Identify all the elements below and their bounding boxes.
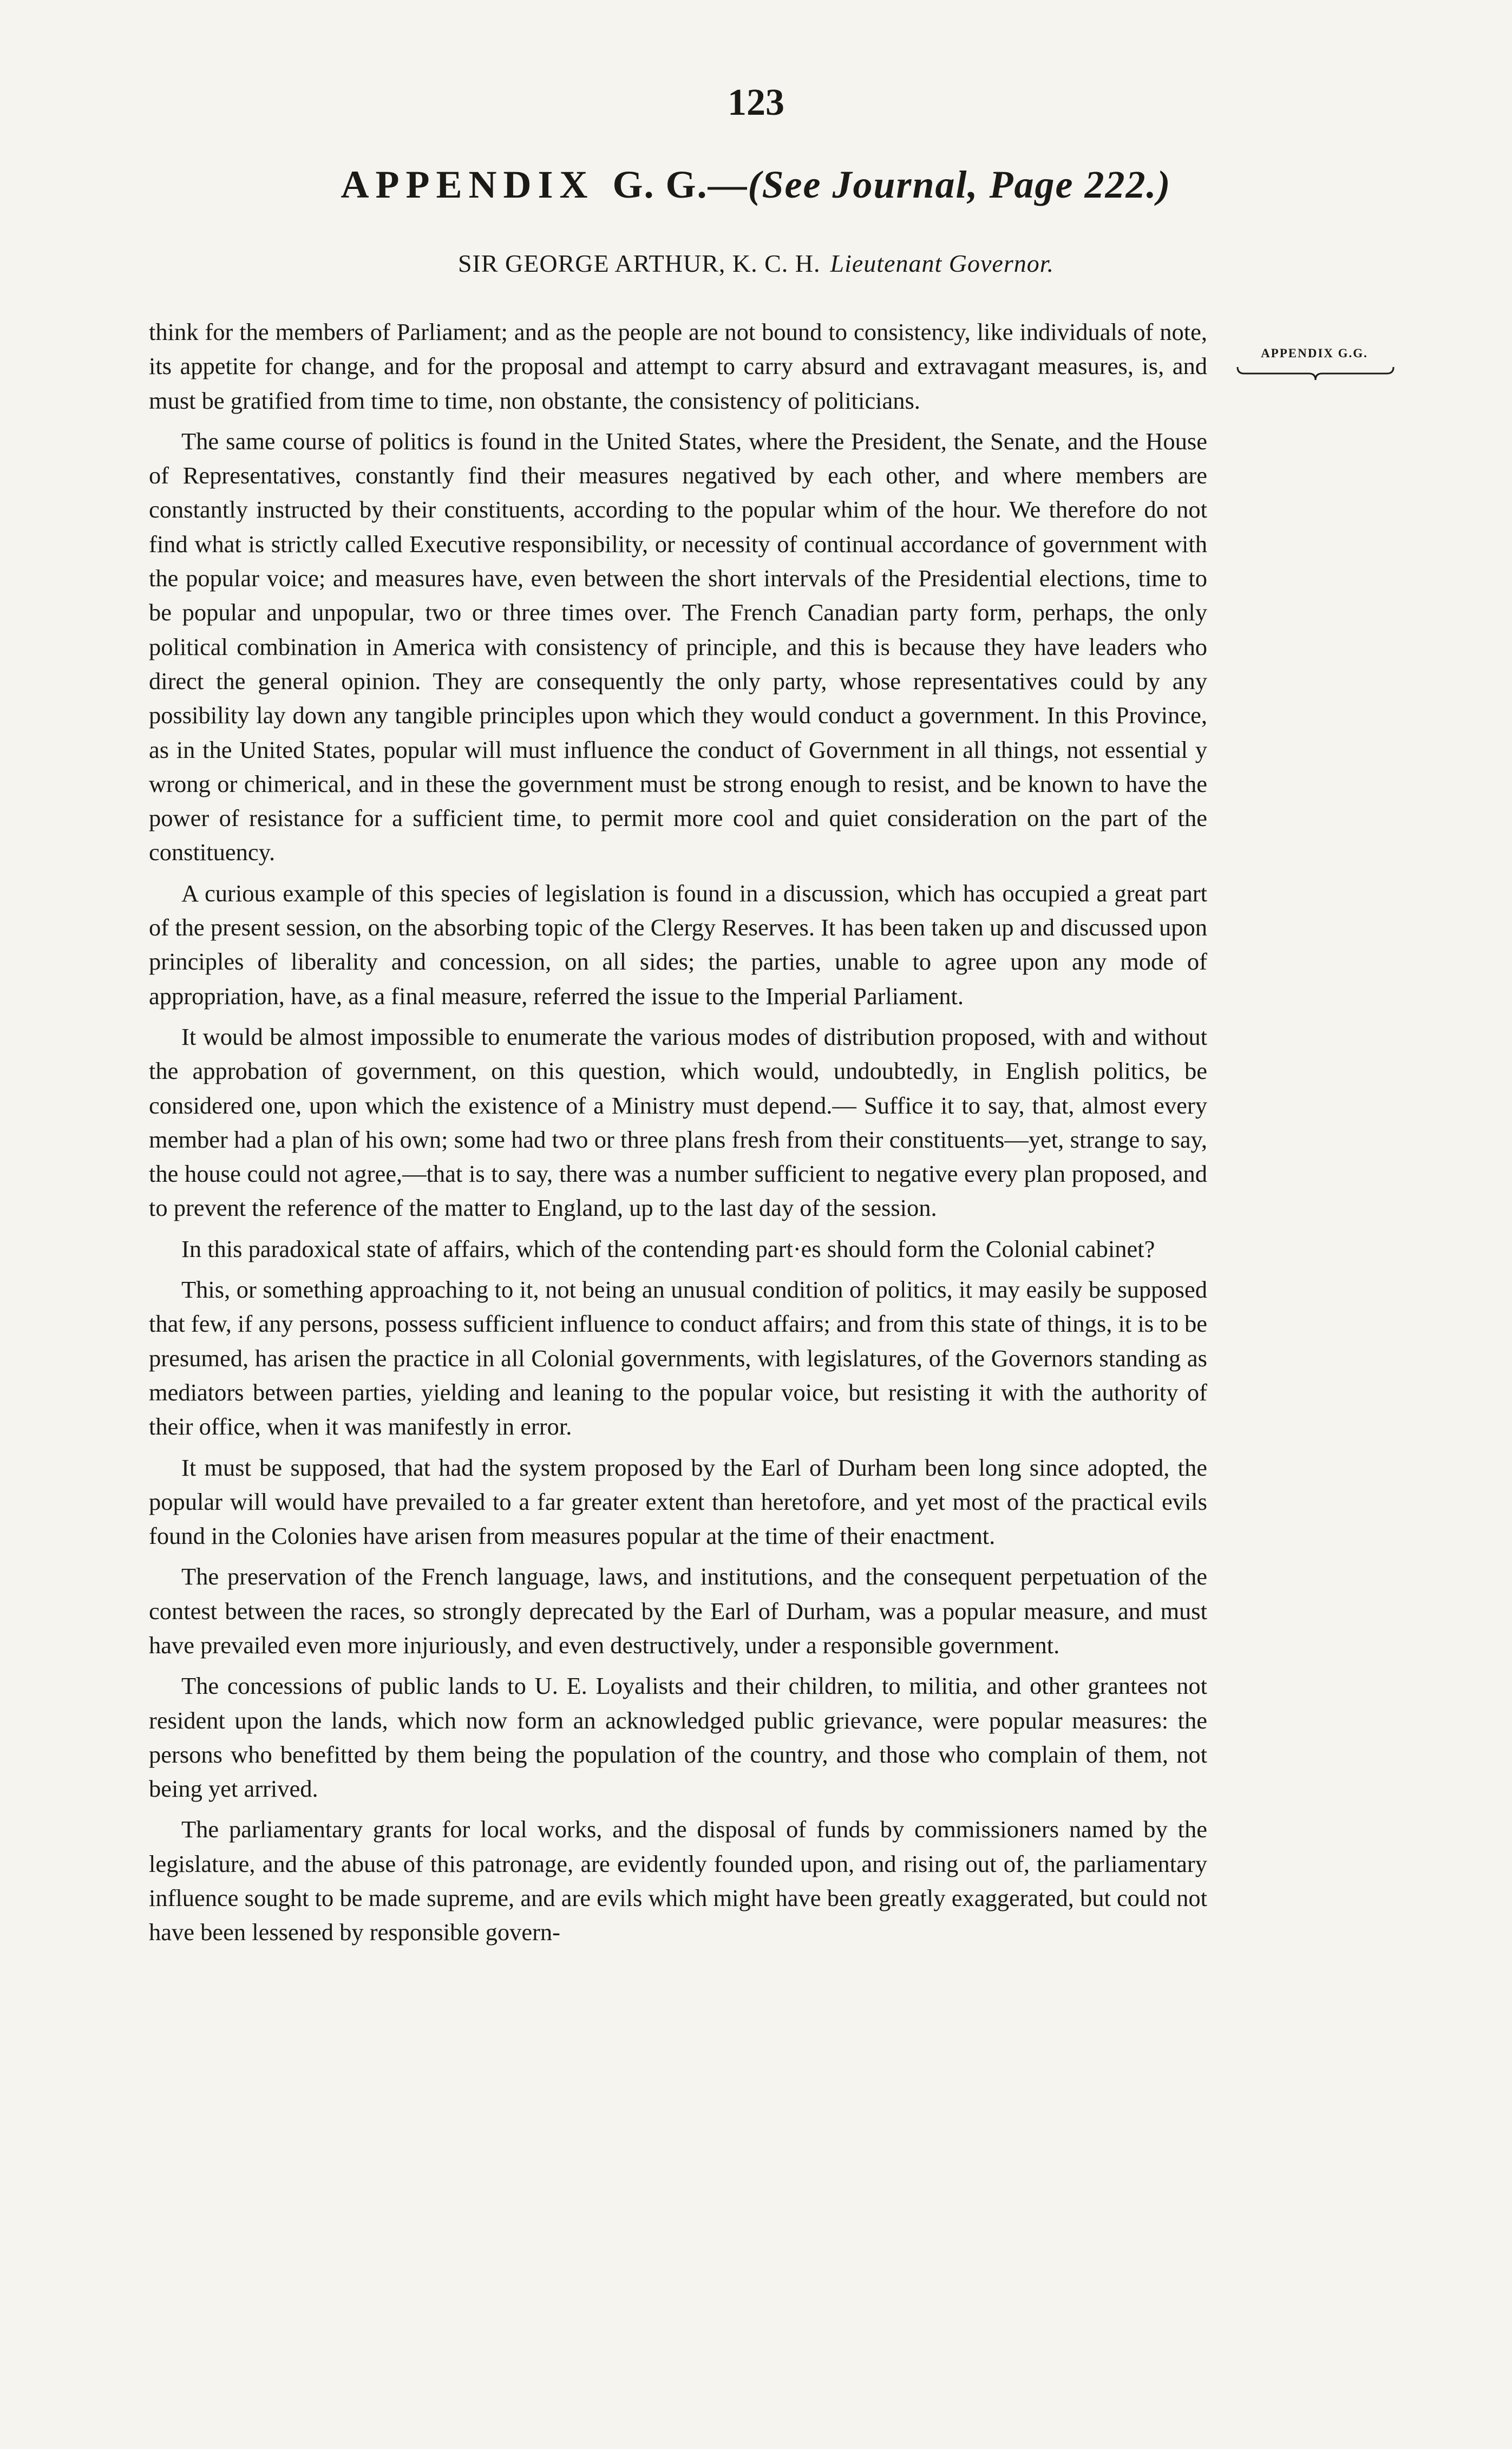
paragraph-10: The parliamentary grants for local works, and the disposal of funds by commissioners named by the legislature, and the abuse of this patronage, are evidently founded upon, and rising out of, the parliamentary influence sought to be made supreme, and are evils which might have been greatly exaggerated, but could not have been lessened by responsible govern- — [149, 1816, 1207, 1946]
author-line — [0, 249, 1512, 278]
paragraph-2: The same course of politics is found in the United States, where the President, the Senate, and the House of Representatives, constantly find their measures negatived by each other, and where members are constantly instructed by their constituents, according to the popular whim of the hour. We therefore do not find what is strictly called Executive responsibility, or necessity of continual accordance of government with the popular voice; and measures have, even between the short intervals of the Presidential elections, time to be popular and unpopular, two or three times over. The French Canadian party form, perhaps, the only political combination in America with consistency of principle, and this is because they have leaders who direct the general opinion. They are consequently the only party, whose representatives could by any possibility lay down any tangible principles upon which they would conduct a government. In this Province, as in the United States, popular will must influence the conduct of Government in all things, not essential y wrong or chimerical, and in these the government must be strong enough to resist, and be known to have the power of resistance for a sufficient time, to permit more cool and quiet consideration on the part of the constituency. — [149, 427, 1207, 866]
author-title: Lieutenant Governor. — [830, 250, 1055, 277]
paragraph-4: It would be almost impossible to enumerate the various modes of distribution proposed, with and without the approbation of government, on this question, which would, undoubtedly, in English politics, be considered one, upon which the existence of a Ministry must depend.— Suffice it to say, that, almost every member had a plan of his own; some had two or three plans fresh from their constituents—yet, strange to say, the house could not agree,—that is to say, there was a number sufficient to negative every plan proposed, and to prevent the reference of the matter to England, up to the last day of the session. — [149, 1023, 1207, 1222]
margin-brace-icon — [1236, 366, 1395, 381]
paragraph-6: This, or something approaching to it, not being an unusual condition of politics, it may easily be supposed that few, if any persons, possess sufficient influence to conduct affairs; and from this state of things, it is to be presumed, has arisen the practice in all Colonial governments, with legislatures, of the Governors standing as mediators between parties, yielding and leaning to the popular voice, but resisting it with the authority of their office, when it was manifestly in error. — [149, 1276, 1207, 1440]
paragraph-9: The concessions of public lands to U. E. Loyalists and their children, to militia, and other grantees not resident upon the lands, which now form an acknowledged public grievance, were popular measures: the persons who benefitted by them being the population of the country, and those who complain of them, not being yet arrived. — [149, 1672, 1207, 1803]
paragraph-7: It must be supposed, that had the system proposed by the Earl of Durham been long since adopted, the popular will would have prevailed to a far greater extent than heretofore, and yet most of the practical evils found in the Colonies have arisen from measures popular at the time of their enactment. — [149, 1453, 1207, 1550]
paragraph-1: think for the members of Parliament; and as the people are not bound to consistency, like individuals of note, its appetite for change, and for the proposal and attempt to carry absurd and extravagant measures, is, and must be gratified from time to time, non obstante, the consistency of politicians. — [149, 318, 1207, 414]
appendix-code: G. G.— — [612, 163, 748, 206]
margin-note: APPENDIX G.G. — [1261, 346, 1368, 360]
paragraph-5: In this paradoxical state of affairs, which of the contending part·es should form the Colonial cabinet? — [181, 1235, 1155, 1262]
appendix-heading — [0, 162, 1512, 207]
journal-reference: (See Journal, Page 222.) — [748, 163, 1171, 206]
paragraph-3: A curious example of this species of legislation is found in a discussion, which has occupied a great part of the present session, on the absorbing topic of the Clergy Reserves. It has been taken up and discussed upon principles of liberality and concession, on all sides; the parties, unable to agree upon any mode of appropriation, have, as a final measure, referred the issue to the Imperial Parliament. — [149, 879, 1207, 1010]
body-text — [149, 315, 1207, 1956]
paragraph-8: The preservation of the French language, laws, and institutions, and the consequent perpetuation of the contest between the races, so strongly deprecated by the Earl of Durham, was a popular measure, and must have prevailed even more injuriously, and even destructively, under a responsible government. — [149, 1563, 1207, 1659]
appendix-label: APPENDIX — [341, 163, 594, 206]
author-name: SIR GEORGE ARTHUR, K. C. H. — [457, 250, 821, 277]
page-number: 123 — [728, 82, 784, 123]
